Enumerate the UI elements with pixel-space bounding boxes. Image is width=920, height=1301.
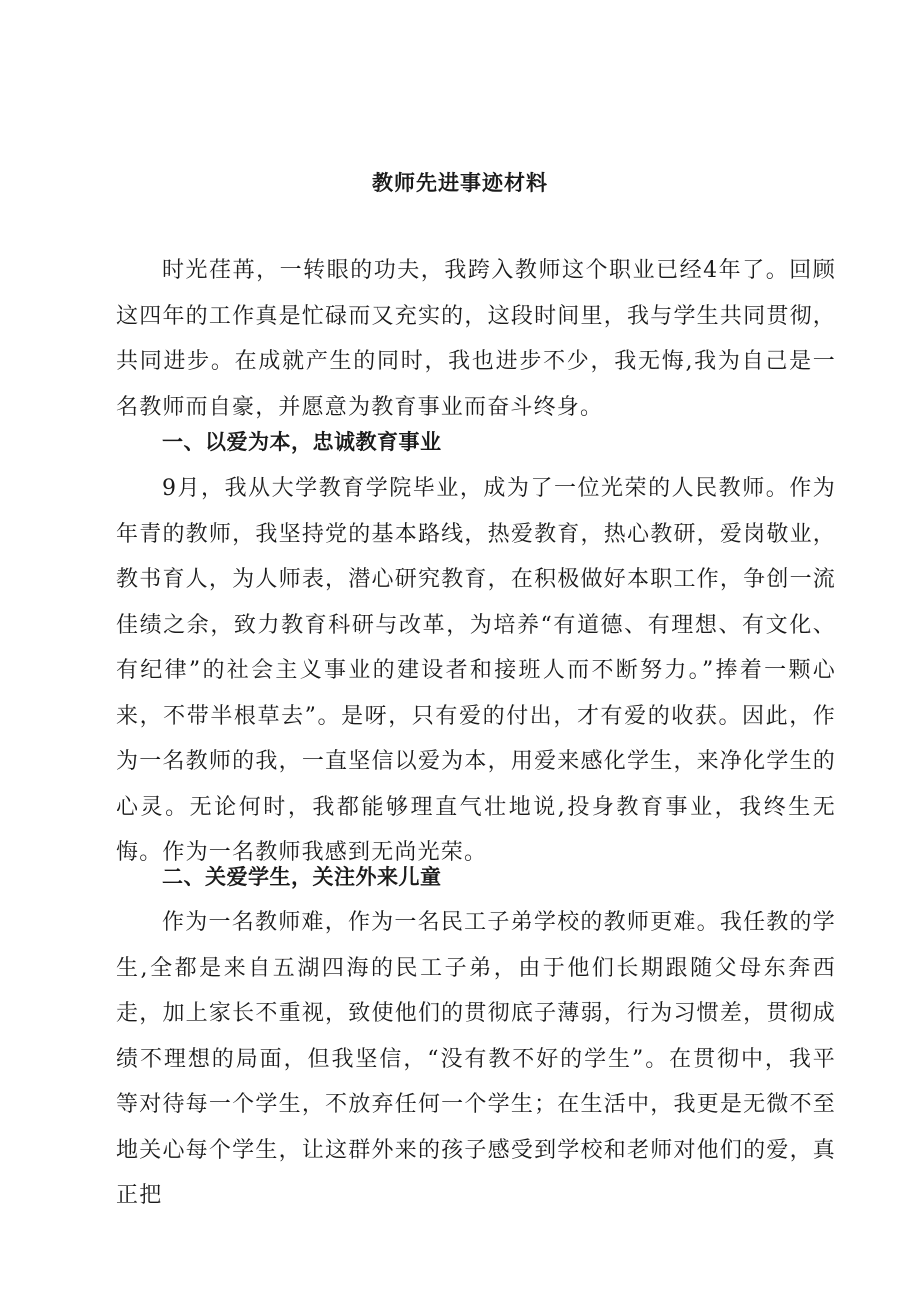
document-title: 教师先进事迹材料 <box>372 171 548 195</box>
section-heading-1: 一、以爱为本，忠诚教育事业 <box>162 430 442 454</box>
paragraph-section-1: 9月，我从大学教育学院毕业，成为了一位光荣的人民教师。作为年青的教师，我坚持党的基本路线，热爱教育，热心教研，爱岗敬业，教书育人，为人师表，潜心研究教育，在积极做好本职工作，争创一流佳绩之余，致力教育科研与改革，为培养“有道德、有理想、有文化、有纪律”的社会主义事业的建设者和接班人而不断努力。”捧着一颗心来，不带半根草去”。是呀，只有爱的付出，才有爱的收获。因此，作为一名教师的我，一直坚信以爱为本，用爱来感化学生，来净化学生的心灵。无论何时，我都能够理直气壮地说,投身教育事业，我终生无悔。作为一名教师我感到无尚光荣。 <box>116 476 836 865</box>
section-heading-2: 二、关爱学生，关注外来儿童 <box>162 865 442 889</box>
paragraph-section-2: 作为一名教师难，作为一名民工子弟学校的教师更难。我任教的学生,全都是来自五湖四海的民工子弟，由于他们长期跟随父母东奔西走，加上家长不重视，致使他们的贯彻底子薄弱，行为习惯差，贯彻成绩不理想的局面，但我坚信，“没有教不好的学生”。在贯彻中，我平等对待每一个学生，不放弃任何一个学生；在生活中，我更是无微不至地关心每个学生，让这群外来的孩子感受到学校和老师对他们的爱，真正把 <box>116 910 836 1208</box>
paragraph-intro: 时光荏苒，一转眼的功夫，我跨入教师这个职业已经4年了。回顾这四年的工作真是忙碌而又充实的，这段时间里，我与学生共同贯彻，共同进步。在成就产生的同时，我也进步不少，我无悔,我为自己是一名教师而自豪，并愿意为教育事业而奋斗终身。 <box>116 258 836 420</box>
